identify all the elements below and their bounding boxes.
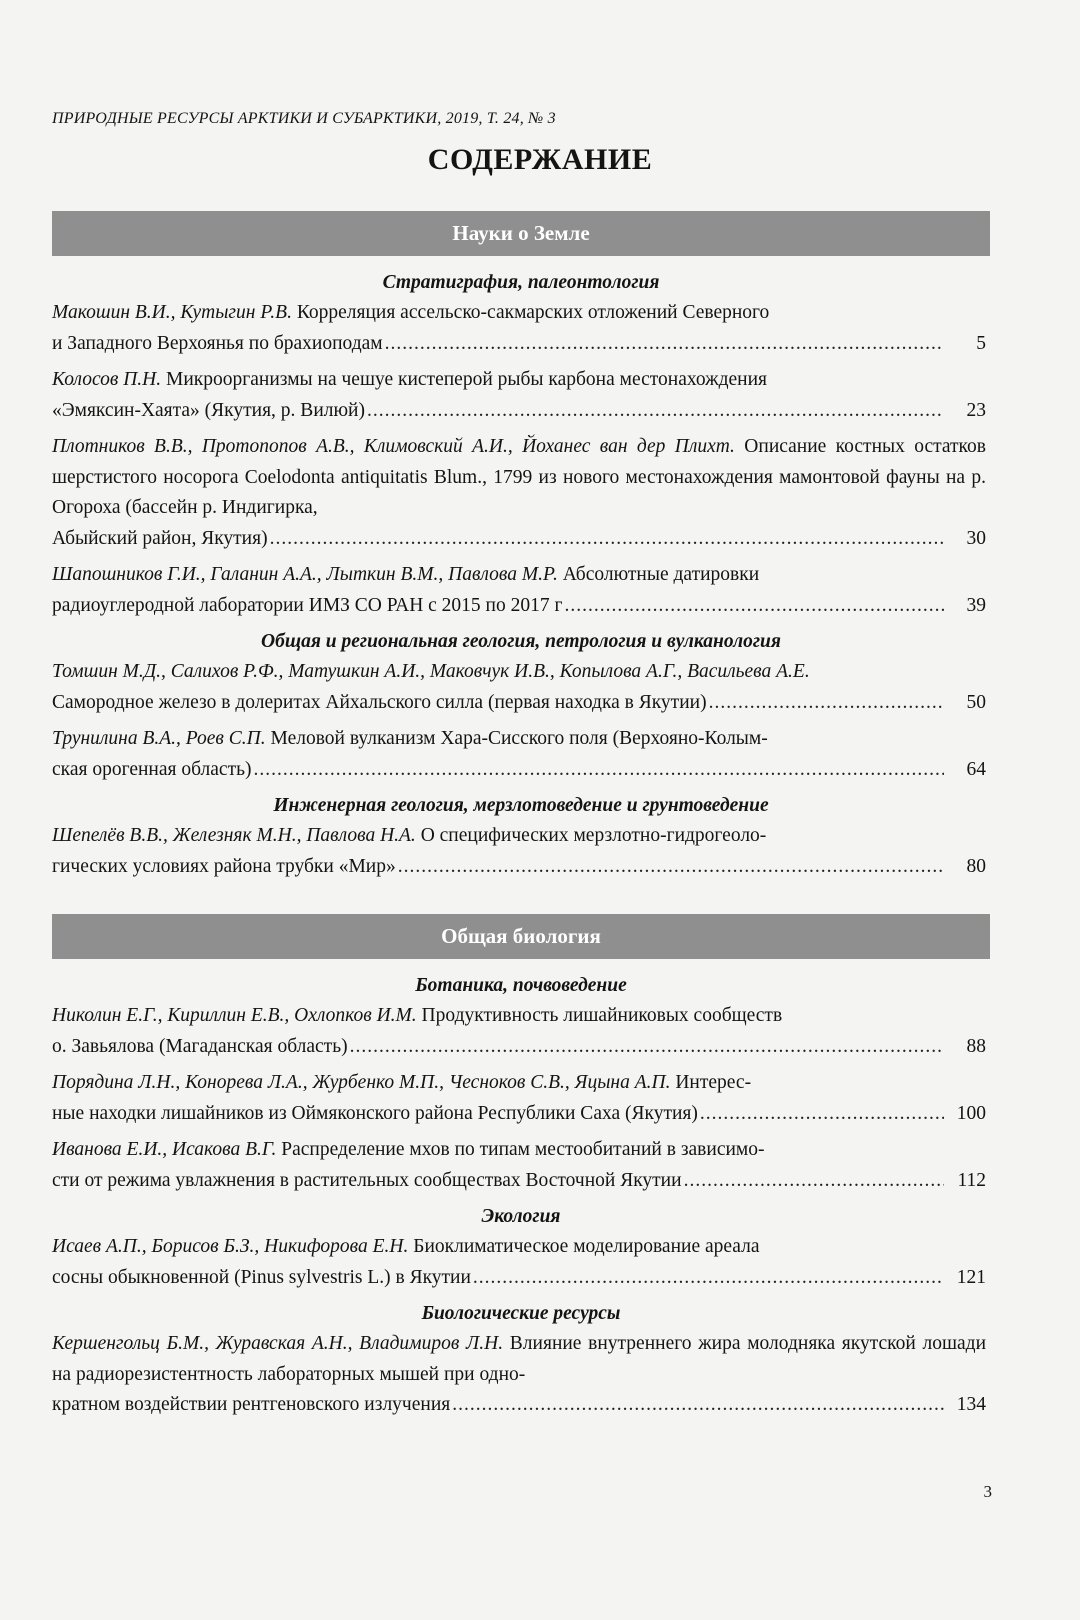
entry-title-end: кратном воздействии рентгеновского излучения	[52, 1394, 451, 1415]
leader-dots	[684, 1166, 944, 1197]
toc-entry[interactable]	[52, 821, 990, 882]
entry-title: Корреляция ассельско-сакмарских отложений Северного	[296, 302, 770, 323]
leader-dots	[565, 591, 945, 622]
entry-last-line	[52, 755, 986, 786]
entry-last-line	[52, 591, 986, 622]
entry-last-line	[52, 1390, 986, 1421]
entry-text	[52, 657, 986, 688]
toc-entry[interactable]	[52, 724, 990, 785]
entry-page-number: 39	[966, 594, 986, 616]
entry-title-end: и Западного Верхоянья по брахиоподам	[52, 332, 383, 354]
entry-title-end: ные находки лишайников из Оймяконского района Республики Саха (Якутия)	[52, 1102, 698, 1124]
toc-entry[interactable]	[52, 1001, 990, 1062]
entry-text	[52, 560, 986, 591]
entry-authors: Николин Е.Г., Кириллин Е.В., Охлопков И.М.	[52, 1005, 417, 1026]
entry-authors: Шепелёв В.В., Железняк М.Н., Павлова Н.А.	[52, 825, 416, 846]
entry-last-line	[52, 1263, 986, 1294]
entry-title-end: Самородное железо в долеритах Айхальского силла (первая находка в Якутии)	[52, 691, 707, 713]
subsection-heading: Инженерная геология, мерзлотоведение и грунтоведение	[273, 795, 769, 816]
entry-last-line	[52, 524, 986, 555]
entry-title-end: Абыйский район, Якутия)	[52, 527, 268, 549]
entry-page-number: 64	[966, 758, 986, 780]
entry-text	[52, 432, 986, 524]
toc-entry[interactable]	[52, 560, 990, 621]
entry-title: Микроорганизмы на чешуе кистеперой рыбы карбона местонахождения	[166, 369, 768, 390]
entry-page-number: 5	[976, 332, 986, 354]
entry-authors: Исаев А.П., Борисов Б.З., Никифорова Е.Н.	[52, 1236, 409, 1257]
section-heading: Общая биология	[52, 914, 990, 959]
entry-last-line	[52, 852, 986, 883]
toc-entry[interactable]	[52, 365, 990, 426]
entry-authors: Кершенгольц Б.М., Журавская А.Н., Владимиров Л.Н.	[52, 1333, 504, 1354]
entry-page-number: 30	[966, 527, 986, 549]
toc-entry[interactable]	[52, 432, 990, 554]
entry-text	[52, 365, 986, 396]
entry-title-end: радиоуглеродной лаборатории ИМЗ СО РАН с 2015 по 2017 г	[52, 594, 563, 616]
entry-page-number: 50	[966, 691, 986, 713]
leader-dots	[700, 1099, 944, 1130]
entry-last-line	[52, 396, 986, 427]
entry-last-line	[52, 1032, 986, 1063]
entry-text	[52, 298, 986, 329]
entry-authors: Томшин М.Д., Салихов Р.Ф., Матушкин А.И., Маковчук И.В., Копылова А.Г., Васильева А.Е.	[52, 661, 810, 682]
entry-text	[52, 1232, 986, 1263]
entry-title: Меловой вулканизм Хара-Сисского поля (Верхояно-Колым-	[270, 728, 768, 749]
entry-authors: Порядина Л.Н., Конорева Л.А., Журбенко М.П., Чесноков С.В., Яцына А.П.	[52, 1072, 671, 1093]
entry-authors: Шапошников Г.И., Галанин А.А., Лыткин В.М., Павлова М.Р.	[52, 564, 558, 585]
table-of-contents	[52, 211, 990, 1427]
toc-entry[interactable]	[52, 1329, 990, 1421]
entry-title-end: сосны обыкновенной (Pinus sylvestris L.) в Якутии	[52, 1266, 471, 1288]
toc-entry[interactable]	[52, 298, 990, 359]
leader-dots	[452, 1390, 944, 1421]
leader-dots	[709, 688, 944, 719]
entry-authors: Колосов П.Н.	[52, 369, 162, 390]
leader-dots	[398, 852, 944, 883]
leader-dots	[270, 524, 944, 555]
entry-last-line	[52, 329, 986, 360]
entry-page-number: 80	[966, 855, 986, 877]
entry-page-number: 121	[956, 1266, 986, 1288]
entry-title: Распределение мхов по типам местообитаний в зависимо-	[281, 1139, 765, 1160]
subsection-heading: Экология	[481, 1206, 561, 1227]
entry-last-line	[52, 688, 986, 719]
section-heading: Науки о Земле	[52, 211, 990, 256]
entry-text	[52, 821, 986, 852]
entry-title-end: сти от режима увлажнения в растительных сообществах Восточной Якутии	[52, 1169, 682, 1191]
running-head: ПРИРОДНЫЕ РЕСУРСЫ АРКТИКИ И СУБАРКТИКИ, 2019, Т. 24, № 3	[52, 110, 556, 127]
leader-dots	[385, 329, 944, 360]
toc-entry[interactable]	[52, 657, 990, 718]
entry-title: Описание костных остатков шерстистого носорога Coelodonta antiquitatis Blum., 1799 из нового местонахождения мамонтовой фауны на р. Огороха (бассейн р. Индигирка,	[52, 436, 986, 518]
subsection-heading: Ботаника, почвоведение	[415, 975, 627, 996]
subsection-heading: Биологические ресурсы	[421, 1303, 621, 1324]
entry-title-end: ская орогенная область)	[52, 758, 252, 780]
entry-text	[52, 1329, 986, 1390]
entry-authors: Плотников В.В., Протопопов А.В., Климовский А.И., Йоханес ван дер Плихт.	[52, 436, 735, 457]
entry-page-number: 88	[966, 1035, 986, 1057]
toc-entry[interactable]	[52, 1068, 990, 1129]
entry-text	[52, 724, 986, 755]
subsection-heading: Стратиграфия, палеонтология	[382, 272, 660, 293]
page-title: СОДЕРЖАНИЕ	[427, 143, 653, 176]
entry-last-line	[52, 1166, 986, 1197]
entry-text	[52, 1001, 986, 1032]
leader-dots	[350, 1032, 944, 1063]
entry-page-number: 134	[956, 1394, 986, 1415]
subsection-heading: Общая и региональная геология, петрология и вулканология	[261, 631, 781, 652]
entry-title: Биоклиматическое моделирование ареала	[413, 1236, 760, 1257]
entry-text	[52, 1135, 986, 1166]
entry-title-end: «Эмяксин-Хаята» (Якутия, р. Вилюй)	[52, 399, 365, 421]
entry-title: Абсолютные датировки	[562, 564, 760, 585]
entry-text	[52, 1068, 986, 1099]
entry-page-number: 23	[966, 399, 986, 421]
entry-title: Влияние внутреннего жира молодняка якутской лошади на радиорезистентность лабораторных мышей при одно-	[52, 1333, 987, 1385]
entry-title: Интерес-	[675, 1072, 752, 1093]
entry-authors: Трунилина В.А., Роев С.П.	[52, 728, 266, 749]
entry-page-number: 100	[956, 1102, 986, 1124]
entry-title: О специфических мерзлотно-гидрогеоло-	[420, 825, 767, 846]
entry-authors: Макошин В.И., Кутыгин Р.В.	[52, 302, 292, 323]
entry-title-end: о. Завьялова (Магаданская область)	[52, 1035, 348, 1057]
leader-dots	[367, 396, 944, 427]
entry-title: Продуктивность лишайниковых сообществ	[421, 1005, 783, 1026]
toc-entry[interactable]	[52, 1135, 990, 1196]
entry-authors: Иванова Е.И., Исакова В.Г.	[52, 1139, 277, 1160]
leader-dots	[473, 1263, 944, 1294]
entry-title-end: гических условиях района трубки «Мир»	[52, 855, 396, 877]
entry-last-line	[52, 1099, 986, 1130]
leader-dots	[254, 755, 945, 786]
section-spacer	[52, 888, 990, 914]
toc-entry[interactable]	[52, 1232, 990, 1293]
entry-page-number: 112	[957, 1169, 986, 1191]
page-number: 3	[983, 1482, 992, 1501]
